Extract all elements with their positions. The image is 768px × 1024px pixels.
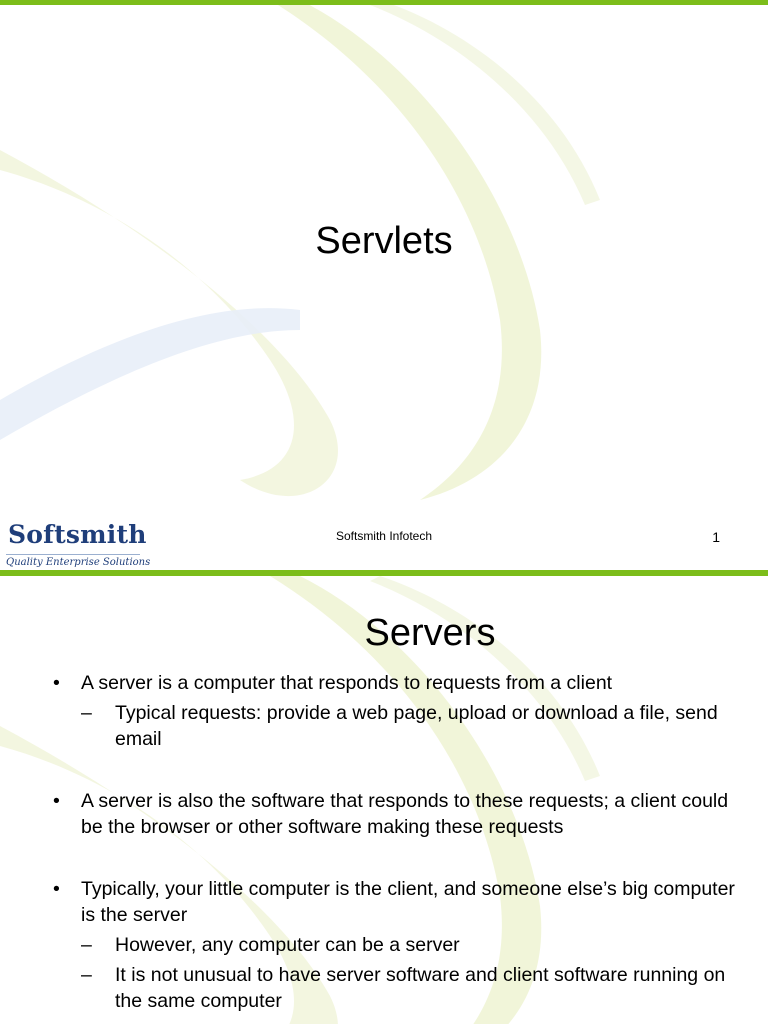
logo-wordmark: Softsmith	[8, 520, 147, 549]
slide-2	[0, 576, 768, 1024]
sub-bullet-item	[81, 932, 750, 958]
logo-tagline: Quality Enterprise Solutions	[6, 557, 151, 568]
bullet-item	[50, 876, 750, 1014]
footer-company: Softsmith Infotech	[335, 529, 433, 543]
slide-title: Servers	[364, 612, 496, 654]
sub-bullet-text: Typical requests: provide a web page, upload or download a file, send email	[115, 702, 718, 750]
bullet-marker: •	[53, 790, 60, 812]
logo-divider	[6, 554, 140, 555]
slide-number: 1	[712, 529, 720, 545]
bullet-item	[50, 788, 750, 840]
sub-bullet-text: It is not unusual to have server software and client software running on the same computer	[115, 964, 726, 1012]
softsmith-logo	[0, 518, 150, 573]
bullet-marker: •	[53, 672, 60, 694]
bullet-text: Typically, your little computer is the client, and someone else’s big computer is the server	[81, 878, 735, 926]
sub-bullet-marker: –	[81, 964, 92, 986]
bullet-text: A server is a computer that responds to requests from a client	[81, 672, 613, 694]
bullet-marker: •	[53, 878, 60, 900]
bullet-text: A server is also the software that responds to these requests; a client could be the browser or other software making these requests	[81, 790, 729, 838]
sub-bullet-text: However, any computer can be a server	[115, 934, 460, 956]
top-accent-bar	[0, 0, 768, 5]
bullet-item	[50, 670, 750, 752]
bullet-list	[50, 670, 750, 1014]
slide-title: Servlets	[315, 220, 453, 262]
sub-bullet-marker: –	[81, 934, 92, 956]
sub-bullet-item	[81, 962, 750, 1014]
sub-bullet-item	[81, 700, 750, 752]
sub-bullet-marker: –	[81, 702, 92, 724]
